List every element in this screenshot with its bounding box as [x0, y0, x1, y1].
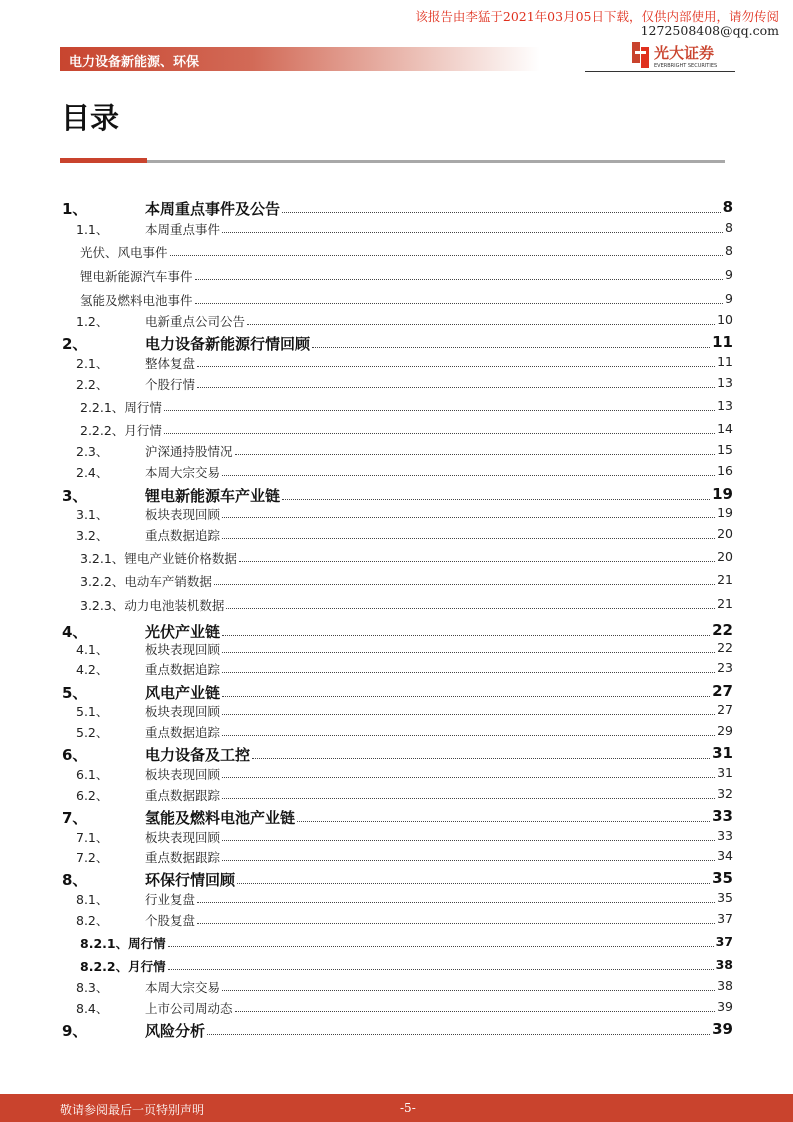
toc-entry-number: 2.2.2、 [80, 423, 125, 438]
toc-entry[interactable] [0, 621, 793, 639]
toc-entry[interactable] [0, 660, 793, 678]
toc-leader-dots [222, 635, 710, 636]
toc-entry[interactable] [0, 702, 793, 720]
watermark-line-2: 1272508408@qq.com [640, 23, 779, 38]
toc-entry[interactable] [0, 421, 793, 439]
toc-entry-text: 板块表现回顾 [145, 507, 221, 522]
footer-page-number: -5- [400, 1101, 416, 1115]
toc-entry-number: 4.1、 [76, 642, 109, 657]
toc-entry[interactable] [0, 243, 793, 261]
toc-entry-number: 4.2、 [76, 662, 109, 677]
toc-entry-text: 风电产业链 [145, 684, 221, 702]
toc-page-number: 22 [712, 621, 733, 639]
toc-entry-number: 9、 [62, 1022, 88, 1040]
toc-entry-title [80, 267, 193, 285]
toc-entry-title [80, 291, 193, 309]
toc-leader-dots [170, 255, 724, 256]
toc-entry[interactable] [0, 505, 793, 523]
toc-entry-text: 环保行情回顾 [145, 871, 236, 889]
page-title: 目录 [61, 101, 120, 135]
toc-entry-number: 8.4、 [76, 1001, 109, 1016]
toc-entry-text: 氢能及燃料电池事件 [80, 293, 193, 308]
toc-entry[interactable] [0, 957, 793, 975]
title-rule [60, 160, 725, 163]
toc-page-number: 13 [717, 398, 733, 413]
toc-entry-number: 1.1、 [76, 222, 109, 237]
toc-entry[interactable] [0, 549, 793, 567]
toc-page-number: 39 [712, 1020, 733, 1038]
toc-entry-number: 8.2、 [76, 913, 109, 928]
toc-leader-dots [222, 714, 715, 715]
toc-page-number: 10 [717, 312, 733, 327]
toc-entry[interactable] [0, 291, 793, 309]
toc-entry[interactable] [0, 934, 793, 952]
everbright-logo [632, 41, 742, 71]
toc-entry-text: 本周大宗交易 [145, 980, 221, 995]
toc-entry-number: 2.4、 [76, 465, 109, 480]
toc-leader-dots [222, 517, 715, 518]
toc-entry-text: 光伏、风电事件 [80, 245, 168, 260]
toc-entry-text: 个股复盘 [145, 913, 196, 928]
toc-page-number: 16 [717, 463, 733, 478]
toc-entry-text: 重点数据跟踪 [145, 850, 221, 865]
toc-leader-dots [297, 821, 710, 822]
toc-entry-number: 8.2.2、 [80, 959, 129, 974]
toc-entry-number: 2、 [62, 335, 88, 353]
toc-leader-dots [168, 946, 714, 947]
title-rule-accent [60, 158, 147, 163]
toc-leader-dots [222, 538, 715, 539]
toc-leader-dots [222, 860, 715, 861]
toc-page-number: 35 [717, 890, 733, 905]
toc-entry-text: 月行情 [124, 423, 162, 438]
toc-entry-number: 7、 [62, 809, 88, 827]
toc-entry-text: 板块表现回顾 [145, 767, 221, 782]
toc-entry-text: 电动车产销数据 [124, 574, 212, 589]
logo-mark-icon [632, 42, 649, 68]
toc-entry-text: 周行情 [128, 936, 166, 951]
toc-entry-number: 6.1、 [76, 767, 109, 782]
toc-page-number: 31 [717, 765, 733, 780]
toc-entry[interactable] [0, 596, 793, 614]
toc-entry-text: 行业复盘 [145, 892, 196, 907]
toc-entry-title [80, 398, 162, 416]
toc-entry[interactable] [0, 999, 793, 1017]
toc-page-number: 9 [725, 291, 733, 306]
toc-entry-text: 动力电池装机数据 [124, 598, 225, 613]
toc-page-number: 22 [717, 640, 733, 655]
toc-entry-text: 板块表现回顾 [145, 830, 221, 845]
toc-entry-title [80, 421, 162, 439]
toc-entry-text: 氢能及燃料电池产业链 [145, 809, 296, 827]
toc-entry[interactable] [0, 463, 793, 481]
toc-leader-dots [197, 387, 715, 388]
toc-leader-dots [222, 475, 715, 476]
toc-entry[interactable] [0, 786, 793, 804]
toc-page-number: 33 [717, 828, 733, 843]
toc-leader-dots [197, 923, 715, 924]
toc-leader-dots [222, 990, 715, 991]
toc-entry[interactable] [0, 398, 793, 416]
toc-entry-text: 重点数据追踪 [145, 725, 221, 740]
toc-entry-number: 3.1、 [76, 507, 109, 522]
toc-entry-title [80, 596, 224, 614]
toc-leader-dots [239, 561, 715, 562]
toc-entry-number: 8.1、 [76, 892, 109, 907]
toc-leader-dots [312, 347, 710, 348]
toc-entry-number: 3.2.1、 [80, 551, 125, 566]
toc-entry-text: 重点数据跟踪 [145, 788, 221, 803]
toc-entry-number: 8、 [62, 871, 88, 889]
toc-page-number: 38 [717, 978, 733, 993]
toc-entry[interactable] [0, 442, 793, 460]
toc-page-number: 27 [712, 682, 733, 700]
toc-page-number: 33 [712, 807, 733, 825]
toc-entry-text: 电力设备新能源行情回顾 [145, 335, 311, 353]
toc-entry-text: 重点数据追踪 [145, 528, 221, 543]
toc-leader-dots [214, 584, 715, 585]
toc-entry-text: 本周大宗交易 [145, 465, 221, 480]
toc-entry[interactable] [0, 526, 793, 544]
sector-label: 电力设备新能源、环保 [69, 55, 200, 70]
toc-entry-text: 重点数据追踪 [145, 662, 221, 677]
toc-leader-dots [235, 1011, 716, 1012]
toc-entry-text: 本周重点事件及公告 [145, 200, 281, 218]
toc-entry-number: 8.3、 [76, 980, 109, 995]
toc-entry[interactable] [0, 744, 793, 762]
toc-page-number: 14 [717, 421, 733, 436]
toc-entry[interactable] [0, 869, 793, 887]
toc-entry[interactable] [0, 848, 793, 866]
toc-leader-dots [207, 1034, 710, 1035]
toc-entry-number: 4、 [62, 623, 88, 641]
toc-entry[interactable] [0, 723, 793, 741]
toc-leader-dots [164, 410, 715, 411]
toc-page-number: 27 [717, 702, 733, 717]
toc-page-number: 8 [722, 198, 733, 216]
toc-entry[interactable] [0, 807, 793, 825]
toc-entry-number: 6、 [62, 746, 88, 764]
toc-entry[interactable] [0, 828, 793, 846]
toc-entry[interactable] [0, 682, 793, 700]
toc-entry-text: 锂电产业链价格数据 [124, 551, 237, 566]
toc-page-number: 19 [717, 505, 733, 520]
toc-entry[interactable] [0, 572, 793, 590]
toc-page-number: 20 [717, 526, 733, 541]
toc-leader-dots [222, 840, 715, 841]
toc-leader-dots [222, 735, 715, 736]
toc-leader-dots [282, 212, 721, 213]
toc-leader-dots [247, 324, 715, 325]
toc-entry-number: 1、 [62, 200, 88, 218]
toc-entry-text: 风险分析 [145, 1022, 206, 1040]
toc-entry-text: 沪深通持股情况 [145, 444, 233, 459]
download-watermark [415, 10, 779, 38]
toc-entry-text: 个股行情 [145, 377, 196, 392]
toc-entry[interactable] [0, 312, 793, 330]
toc-page-number: 9 [725, 267, 733, 282]
toc-page-number: 20 [717, 549, 733, 564]
toc-entry-number: 3.2.3、 [80, 598, 125, 613]
toc-entry[interactable] [0, 640, 793, 658]
toc-leader-dots [222, 777, 715, 778]
toc-leader-dots [222, 696, 710, 697]
toc-leader-dots [195, 303, 724, 304]
toc-page-number: 31 [712, 744, 733, 762]
toc-entry-number: 6.2、 [76, 788, 109, 803]
toc-page-number: 37 [717, 911, 733, 926]
toc-page-number: 34 [717, 848, 733, 863]
toc-page-number: 21 [717, 572, 733, 587]
toc-leader-dots [222, 672, 715, 673]
toc-page-number: 8 [725, 220, 733, 235]
toc-page-number: 37 [715, 934, 733, 949]
toc-leader-dots [226, 608, 715, 609]
toc-entry-text: 锂电新能源汽车事件 [80, 269, 193, 284]
toc-entry[interactable] [0, 1020, 793, 1038]
toc-entry-number: 3、 [62, 487, 88, 505]
toc-leader-dots [237, 883, 710, 884]
toc-page-number: 15 [717, 442, 733, 457]
toc-entry-text: 电新重点公司公告 [145, 314, 246, 329]
toc-entry[interactable] [0, 485, 793, 503]
toc-leader-dots [222, 232, 723, 233]
toc-leader-dots [282, 499, 710, 500]
toc-page-number: 21 [717, 596, 733, 611]
toc-entry-number: 2.2.1、 [80, 400, 125, 415]
toc-entry-text: 板块表现回顾 [145, 642, 221, 657]
toc-entry-number: 3.2、 [76, 528, 109, 543]
toc-page-number: 32 [717, 786, 733, 801]
toc-page-number: 39 [717, 999, 733, 1014]
header-rule [585, 71, 735, 72]
toc-entry-number: 2.2、 [76, 377, 109, 392]
toc-entry[interactable] [0, 333, 793, 351]
toc-leader-dots [195, 279, 724, 280]
toc-entry[interactable] [0, 267, 793, 285]
toc-entry-number: 3.2.2、 [80, 574, 125, 589]
toc-entry-text: 板块表现回顾 [145, 704, 221, 719]
toc-entry[interactable] [0, 765, 793, 783]
toc-leader-dots [197, 366, 715, 367]
toc-entry-number: 7.1、 [76, 830, 109, 845]
toc-entry[interactable] [0, 198, 793, 216]
toc-entry-title [80, 934, 166, 952]
toc-page-number: 13 [717, 375, 733, 390]
toc-entry[interactable] [0, 978, 793, 996]
toc-entry-number: 8.2.1、 [80, 936, 129, 951]
toc-leader-dots [222, 798, 715, 799]
toc-page-number: 29 [717, 723, 733, 738]
toc-entry[interactable] [0, 890, 793, 908]
toc-page-number: 23 [717, 660, 733, 675]
sector-banner [60, 47, 540, 71]
toc-entry[interactable] [0, 911, 793, 929]
toc-entry-title [80, 549, 237, 567]
toc-entry-number: 2.1、 [76, 356, 109, 371]
toc-entry-title [80, 572, 212, 590]
toc-entry-number: 2.3、 [76, 444, 109, 459]
toc-entry[interactable] [0, 220, 793, 238]
toc-leader-dots [197, 902, 715, 903]
logo-en: EVERBRIGHT SECURITIES [654, 63, 718, 69]
toc-entry-number: 1.2、 [76, 314, 109, 329]
toc-entry-number: 5.2、 [76, 725, 109, 740]
toc-entry-number: 7.2、 [76, 850, 109, 865]
toc-leader-dots [164, 433, 715, 434]
toc-entry-number: 5、 [62, 684, 88, 702]
toc-page-number: 19 [712, 485, 733, 503]
toc-entry-title [80, 243, 168, 261]
logo-cn: 光大证券 [654, 44, 715, 62]
footer-disclaimer: 敬请参阅最后一页特别声明 [60, 1103, 205, 1117]
toc-entry-text: 周行情 [124, 400, 162, 415]
footer-bar [0, 1094, 793, 1122]
toc-leader-dots [168, 969, 714, 970]
toc-leader-dots [222, 652, 715, 653]
toc-entry-title [80, 957, 166, 975]
toc-entry-text: 电力设备及工控 [145, 746, 251, 764]
toc-entry-text: 本周重点事件 [145, 222, 221, 237]
toc-entry-text: 光伏产业链 [145, 623, 221, 641]
toc-entry[interactable] [0, 354, 793, 372]
toc-page-number: 35 [712, 869, 733, 887]
toc-page-number: 11 [712, 333, 733, 351]
toc-leader-dots [252, 758, 710, 759]
toc-entry-text: 锂电新能源车产业链 [145, 487, 281, 505]
toc-page-number: 8 [725, 243, 733, 258]
toc-entry-text: 整体复盘 [145, 356, 196, 371]
toc-page-number: 11 [717, 354, 733, 369]
watermark-line-1: 该报告由李猛于2021年03月05日下载，仅供内部使用，请勿传阅 [415, 9, 779, 24]
toc-entry-text: 月行情 [128, 959, 166, 974]
toc-page-number: 38 [715, 957, 733, 972]
toc-entry[interactable] [0, 375, 793, 393]
toc-entry-text: 上市公司周动态 [145, 1001, 233, 1016]
toc-leader-dots [235, 454, 716, 455]
toc-entry-number: 5.1、 [76, 704, 109, 719]
